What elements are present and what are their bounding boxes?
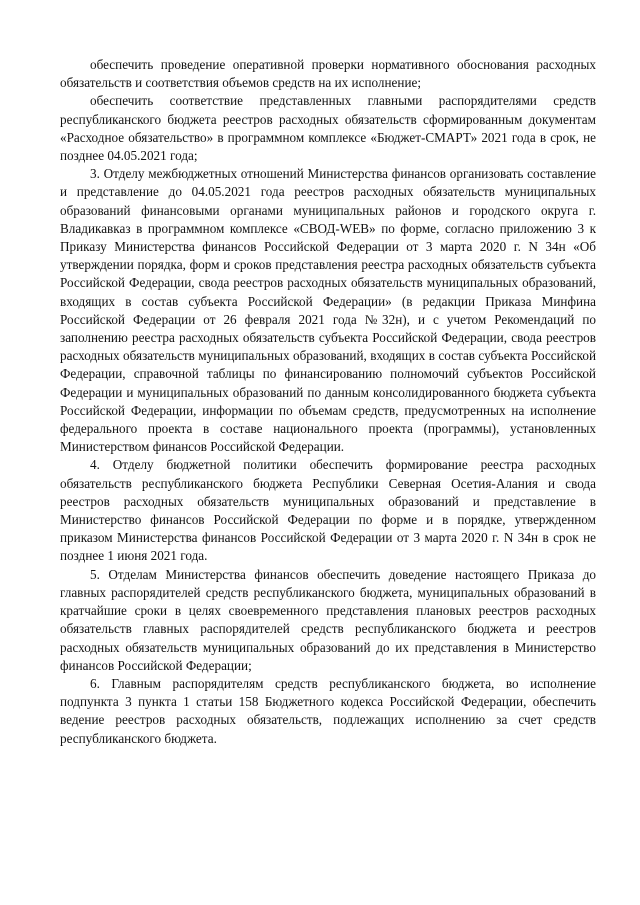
paragraph-ensure-verification: обеспечить проведение оперативной проверки нормативного обоснования расходных обязательств и соответствия объемов средств на их исполнение; (60, 57, 596, 91)
paragraph-item-6: 6. Главным распорядителям средств республиканского бюджета, во исполнение подпункта 3 пункта 1 статьи 158 Бюджетного кодекса Российской Федерации, обеспечить ведение реестров расходных обязательств, подлежащих исполнению за счет средств республиканского бюджета. (60, 675, 596, 746)
paragraph-ensure-compliance: обеспечить соответствие представленных главными распорядителями средств республиканского бюджета реестров расходных обязательств сформированным документам «Расходное обязательство» в программном комплексе «Бюджет-СМАРТ» 2021 года в срок, не позднее 04.05.2021 года; (60, 93, 596, 164)
paragraph-item-4: 4. Отделу бюджетной политики обеспечить формирование реестра расходных обязательств республиканского бюджета Республики Северная Осетия-Алания и свода реестров расходных обязательств муниципальных образований и представление в Министерство финансов Российской Федерации по форме и в порядке, утвержденном приказом Министерства финансов Российской Федерации от 3 марта 2020 г. N 34н в срок не позднее 1 июня 2021 года. (60, 457, 596, 564)
paragraph-item-3: 3. Отделу межбюджетных отношений Министерства финансов организовать составление и представление до 04.05.2021 года реестров расходных обязательств муниципальных образований финансовыми органами муниципальных районов и городского округа г. Владикавказ в программном комплексе «СВОД-WEB» по форме, согласно приложению 3 к Приказу Министерства финансов Российской Федерации от 3 марта 2020 г. N 34н «Об утверждении порядка, форм и сроков представления реестра расходных обязательств субъекта Российской Федерации, свода реестров расходных обязательств муниципальных образований, входящих в состав субъекта Российской Федерации» (в редакции Приказа Минфина Российской Федерации от 26 февраля 2021 года №32н), и с учетом Рекомендаций по заполнению реестра расходных обязательств субъекта Российской Федерации, свода реестров расходных обязательств муниципальных образований, входящих в состав субъекта Российской Федерации, справочной таблицы по финансированию полномочий субъектов Российской Федерации и муниципальных образований по данным консолидированного бюджета субъекта Российской Федерации, информации по объемам средств, предусмотренных на исполнение федерального проекта в составе национального проекта (программы), установленных Министерством финансов Российской Федерации. (60, 166, 596, 455)
paragraph-item-5: 5. Отделам Министерства финансов обеспечить доведение настоящего Приказа до главных распорядителей средств республиканского бюджета, муниципальных образований в кратчайшие сроки в целях своевременного представления плановых реестров расходных обязательств главных распорядителей средств республиканского бюджета и реестров расходных обязательств муниципальных образований до их представления в Министерство финансов Российской Федерации; (60, 566, 596, 673)
